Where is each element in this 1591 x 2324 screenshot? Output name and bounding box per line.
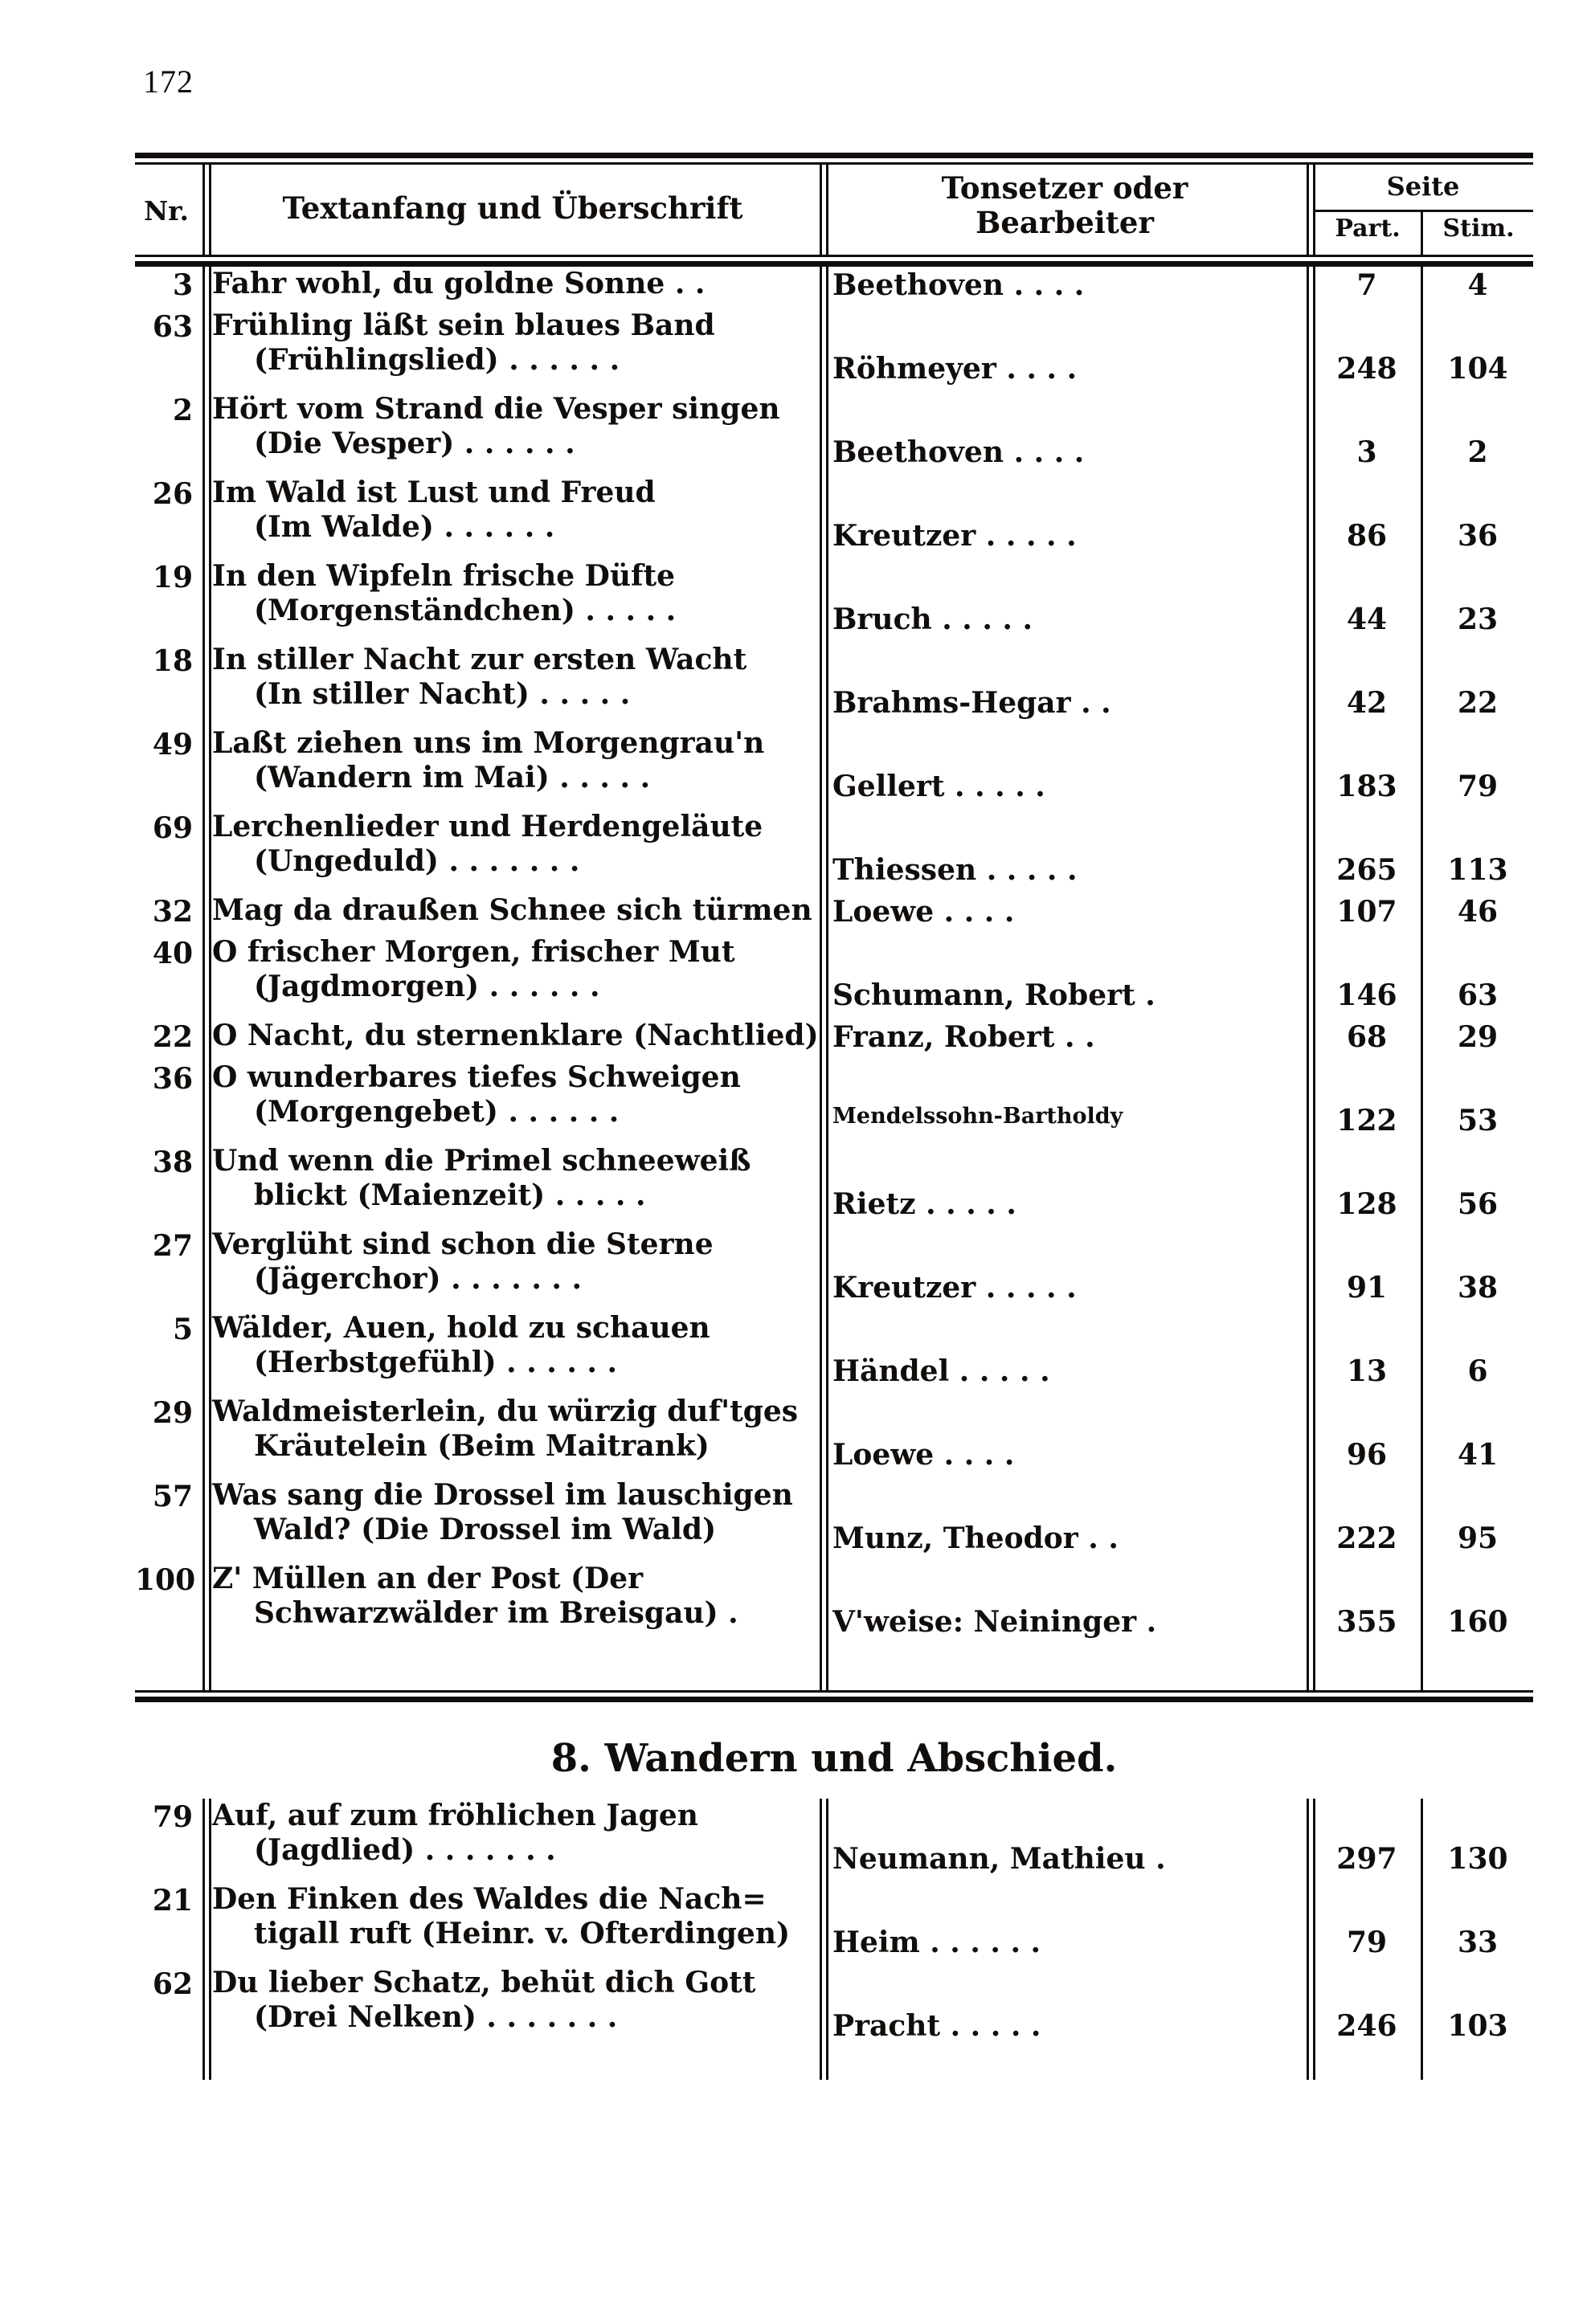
row-number: 21 bbox=[152, 1884, 193, 1918]
row-title-line1: O Nacht, du sternenklare (Nachtlied) bbox=[212, 1019, 819, 1052]
row-voices-page: 130 bbox=[1447, 1842, 1508, 1876]
row-voices-page: 33 bbox=[1457, 1926, 1499, 1959]
header-page-subrule bbox=[1315, 210, 1533, 212]
table-row bbox=[135, 1227, 1533, 1311]
header-bottom-rule-2 bbox=[135, 261, 1533, 267]
table-body bbox=[135, 267, 1533, 1690]
row-title-line2: (Ungeduld) . . . . . . . bbox=[254, 843, 580, 878]
row-part-page: 297 bbox=[1336, 1842, 1397, 1876]
row-number: 69 bbox=[152, 811, 193, 845]
row-part-page: 128 bbox=[1336, 1187, 1397, 1221]
row-composer: Franz, Robert . . bbox=[832, 1020, 1095, 1054]
row-title-line1: Was sang die Drossel im lauschigen bbox=[212, 1478, 793, 1512]
row-title-line1: Waldmeisterlein, du würzig duf'tges bbox=[212, 1395, 799, 1428]
row-title-line2: (In stiller Nacht) . . . . . bbox=[254, 676, 631, 711]
row-number: 19 bbox=[152, 561, 193, 594]
row-title-line1: O wunderbares tiefes Schweigen bbox=[212, 1060, 741, 1094]
row-number: 62 bbox=[152, 1967, 193, 2001]
row-title-line1: Frühling läßt sein blaues Band bbox=[212, 308, 715, 342]
row-voices-page: 160 bbox=[1447, 1605, 1508, 1639]
row-voices-page: 41 bbox=[1457, 1438, 1499, 1472]
row-title bbox=[212, 1882, 820, 1951]
row-voices-page: 79 bbox=[1457, 770, 1499, 803]
row-part-page: 246 bbox=[1336, 2009, 1397, 2043]
header-composer-line2: Bearbeiter bbox=[975, 204, 1154, 240]
row-title-line1: In den Wipfeln frische Düfte bbox=[212, 559, 676, 593]
row-number: 36 bbox=[152, 1062, 193, 1096]
row-number: 63 bbox=[152, 310, 193, 344]
row-number: 18 bbox=[152, 644, 193, 678]
row-title-line1: Verglüht sind schon die Sterne bbox=[212, 1227, 714, 1261]
row-composer: Brahms-Hegar . . bbox=[832, 686, 1111, 720]
table-row bbox=[135, 1019, 1533, 1060]
row-composer: Neumann, Mathieu . bbox=[832, 1842, 1166, 1876]
row-title bbox=[212, 1478, 820, 1547]
row-title bbox=[212, 643, 820, 712]
row-title-line1: Hört vom Strand die Vesper singen bbox=[212, 392, 780, 426]
row-title-line1: Den Finken des Waldes die Nach= bbox=[212, 1882, 767, 1916]
row-number: 26 bbox=[152, 477, 193, 511]
row-composer: Gellert . . . . . bbox=[832, 770, 1045, 803]
row-title-line1: Fahr wohl, du goldne Sonne . . bbox=[212, 267, 706, 300]
row-composer: Händel . . . . . bbox=[832, 1354, 1050, 1388]
row-title-line1: In stiller Nacht zur ersten Wacht bbox=[212, 643, 747, 676]
row-title-line2: tigall ruft (Heinr. v. Ofterdingen) bbox=[254, 1916, 791, 1950]
row-part-page: 248 bbox=[1336, 352, 1397, 386]
row-title-line2: (Morgenständchen) . . . . . bbox=[254, 593, 677, 627]
row-title-line1: O frischer Morgen, frischer Mut bbox=[212, 935, 735, 969]
table-row bbox=[135, 1882, 1533, 1966]
row-voices-page: 29 bbox=[1457, 1020, 1499, 1054]
table-row bbox=[135, 308, 1533, 392]
row-voices-page: 56 bbox=[1457, 1187, 1499, 1221]
row-composer: Schumann, Robert . bbox=[832, 978, 1155, 1012]
row-composer: Beethoven . . . . bbox=[832, 435, 1085, 469]
row-title bbox=[212, 308, 820, 378]
row-voices-page: 38 bbox=[1457, 1271, 1499, 1305]
section-heading-block bbox=[135, 1702, 1533, 1799]
row-number: 38 bbox=[152, 1146, 193, 1179]
row-number: 3 bbox=[172, 268, 193, 302]
table-row bbox=[135, 1060, 1533, 1144]
table-row bbox=[135, 559, 1533, 643]
row-part-page: 122 bbox=[1336, 1104, 1397, 1137]
row-composer: Rietz . . . . . bbox=[832, 1187, 1016, 1221]
row-title bbox=[212, 476, 820, 545]
row-number: 32 bbox=[152, 895, 193, 929]
row-part-page: 86 bbox=[1346, 519, 1388, 553]
table-row bbox=[135, 1799, 1533, 1882]
table-row bbox=[135, 726, 1533, 810]
row-part-page: 44 bbox=[1346, 602, 1388, 636]
row-number: 27 bbox=[152, 1229, 193, 1263]
row-number: 22 bbox=[152, 1020, 193, 1054]
row-voices-page: 4 bbox=[1467, 268, 1488, 302]
row-composer: Heim . . . . . . bbox=[832, 1926, 1041, 1959]
table-row bbox=[135, 1478, 1533, 1562]
row-voices-page: 22 bbox=[1457, 686, 1499, 720]
row-part-page: 355 bbox=[1336, 1605, 1397, 1639]
row-title-line1: Z' Müllen an der Post (Der bbox=[212, 1562, 644, 1595]
row-title bbox=[212, 1060, 820, 1129]
row-title bbox=[212, 1311, 820, 1380]
row-voices-page: 104 bbox=[1447, 352, 1508, 386]
row-voices-page: 113 bbox=[1447, 853, 1508, 887]
row-title-line2: (Drei Nelken) . . . . . . . bbox=[254, 1999, 618, 2034]
row-title-line2: (Jägerchor) . . . . . . . bbox=[254, 1261, 583, 1296]
table-header bbox=[135, 165, 1533, 255]
table-row bbox=[135, 810, 1533, 893]
row-voices-page: 2 bbox=[1467, 435, 1488, 469]
row-part-page: 183 bbox=[1336, 770, 1397, 803]
section-heading: 8. Wandern und Abschied. bbox=[550, 1736, 1118, 1781]
row-title-line2: (Jagdmorgen) . . . . . . bbox=[254, 969, 600, 1003]
row-title bbox=[212, 1227, 820, 1297]
table-row bbox=[135, 1311, 1533, 1395]
table-row bbox=[135, 476, 1533, 559]
header-part: Part. bbox=[1335, 214, 1401, 243]
row-part-page: 107 bbox=[1336, 895, 1397, 929]
row-title-line2: (Im Walde) . . . . . . bbox=[254, 509, 555, 544]
row-title-line2: Kräutelein (Beim Maitrank) bbox=[254, 1428, 710, 1463]
row-part-page: 146 bbox=[1336, 978, 1397, 1012]
table-row bbox=[135, 1395, 1533, 1478]
row-part-page: 68 bbox=[1346, 1020, 1388, 1054]
row-title-line2: Wald? (Die Drossel im Wald) bbox=[254, 1512, 717, 1546]
row-voices-page: 63 bbox=[1457, 978, 1499, 1012]
row-composer: Röhmeyer . . . . bbox=[832, 352, 1078, 386]
row-part-page: 91 bbox=[1346, 1271, 1388, 1305]
row-number: 57 bbox=[152, 1480, 193, 1513]
row-title-line2: (Die Vesper) . . . . . . bbox=[254, 426, 575, 460]
row-title bbox=[212, 1395, 820, 1464]
row-title-line1: Im Wald ist Lust und Freud bbox=[212, 476, 656, 509]
row-composer: Loewe . . . . bbox=[832, 1438, 1015, 1472]
row-number: 5 bbox=[172, 1313, 193, 1346]
row-voices-page: 53 bbox=[1457, 1104, 1499, 1137]
row-title bbox=[212, 893, 820, 928]
row-title-line2: Schwarzwälder im Breisgau) . bbox=[254, 1595, 738, 1630]
row-title-line2: (Jagdlied) . . . . . . . bbox=[254, 1832, 556, 1867]
row-part-page: 42 bbox=[1346, 686, 1388, 720]
row-composer: Pracht . . . . . bbox=[832, 2009, 1041, 2043]
row-voices-page: 95 bbox=[1457, 1521, 1499, 1555]
row-number: 100 bbox=[135, 1563, 196, 1597]
row-title-line2: blickt (Maienzeit) . . . . . bbox=[254, 1178, 646, 1212]
row-part-page: 222 bbox=[1336, 1521, 1397, 1555]
row-title-line2: (Morgengebet) . . . . . . bbox=[254, 1094, 620, 1129]
row-part-page: 3 bbox=[1356, 435, 1377, 469]
header-nr: Nr. bbox=[143, 195, 189, 227]
row-number: 49 bbox=[152, 728, 193, 762]
row-title bbox=[212, 810, 820, 879]
header-voices: Stim. bbox=[1442, 214, 1515, 243]
row-part-page: 96 bbox=[1346, 1438, 1388, 1472]
row-title-line1: Mag da draußen Schnee sich türmen bbox=[212, 893, 812, 927]
table-bottom-rule-2 bbox=[135, 1697, 1533, 1702]
row-title-line2: (Frühlingslied) . . . . . . bbox=[254, 342, 620, 377]
row-part-page: 265 bbox=[1336, 853, 1397, 887]
row-title bbox=[212, 1562, 820, 1631]
row-title-line1: Du lieber Schatz, behüt dich Gott bbox=[212, 1966, 756, 1999]
row-part-page: 7 bbox=[1356, 268, 1377, 302]
table-top-rule bbox=[135, 153, 1533, 158]
row-composer: V'weise: Neininger . bbox=[832, 1605, 1157, 1639]
row-title bbox=[212, 1019, 820, 1053]
row-voices-page: 36 bbox=[1457, 519, 1499, 553]
row-voices-page: 103 bbox=[1447, 2009, 1508, 2043]
row-part-page: 79 bbox=[1346, 1926, 1388, 1959]
table-row bbox=[135, 267, 1533, 308]
row-composer: Mendelssohn-Bartholdy bbox=[832, 1104, 1123, 1129]
row-composer: Munz, Theodor . . bbox=[832, 1521, 1119, 1555]
row-part-page: 13 bbox=[1346, 1354, 1388, 1388]
page-number: 172 bbox=[143, 63, 194, 100]
row-number: 29 bbox=[152, 1396, 193, 1430]
table-row bbox=[135, 1966, 1533, 2049]
index-table bbox=[135, 153, 1533, 2080]
row-composer: Thiessen . . . . . bbox=[832, 853, 1078, 887]
row-voices-page: 23 bbox=[1457, 602, 1499, 636]
table-row bbox=[135, 392, 1533, 476]
header-composer bbox=[828, 171, 1302, 240]
header-text: Textanfang und Überschrift bbox=[282, 190, 743, 226]
row-title-line1: Wälder, Auen, hold zu schauen bbox=[212, 1311, 710, 1345]
table-body-2 bbox=[135, 1799, 1533, 2080]
row-composer: Loewe . . . . bbox=[832, 895, 1015, 929]
row-title bbox=[212, 726, 820, 795]
row-title bbox=[212, 392, 820, 461]
row-title-line1: Auf, auf zum fröhlichen Jagen bbox=[212, 1799, 698, 1832]
row-number: 40 bbox=[152, 937, 193, 970]
row-title bbox=[212, 559, 820, 628]
row-composer: Kreutzer . . . . . bbox=[832, 519, 1077, 553]
row-title bbox=[212, 1144, 820, 1213]
row-composer: Beethoven . . . . bbox=[832, 268, 1085, 302]
row-title bbox=[212, 1799, 820, 1868]
header-page-group: Seite bbox=[1386, 171, 1460, 202]
row-number: 79 bbox=[152, 1800, 193, 1834]
row-title-line1: Und wenn die Primel schneeweiß bbox=[212, 1144, 751, 1178]
table-row bbox=[135, 1144, 1533, 1227]
table-row bbox=[135, 893, 1533, 935]
row-title-line1: Lerchenlieder und Herdengeläute bbox=[212, 810, 763, 843]
row-title bbox=[212, 267, 820, 301]
header-composer-line1: Tonsetzer oder bbox=[941, 170, 1188, 206]
row-title-line1: Laßt ziehen uns im Morgengrau'n bbox=[212, 726, 765, 760]
row-composer: Kreutzer . . . . . bbox=[832, 1271, 1077, 1305]
row-composer: Bruch . . . . . bbox=[832, 602, 1033, 636]
row-number: 2 bbox=[172, 394, 193, 427]
row-title-line2: (Wandern im Mai) . . . . . bbox=[254, 760, 651, 794]
row-title bbox=[212, 935, 820, 1004]
row-title bbox=[212, 1966, 820, 2035]
table-row bbox=[135, 643, 1533, 726]
table-row bbox=[135, 1562, 1533, 1645]
table-row bbox=[135, 935, 1533, 1019]
row-title-line2: (Herbstgefühl) . . . . . . bbox=[254, 1345, 618, 1379]
row-voices-page: 46 bbox=[1457, 895, 1499, 929]
row-voices-page: 6 bbox=[1467, 1354, 1488, 1388]
